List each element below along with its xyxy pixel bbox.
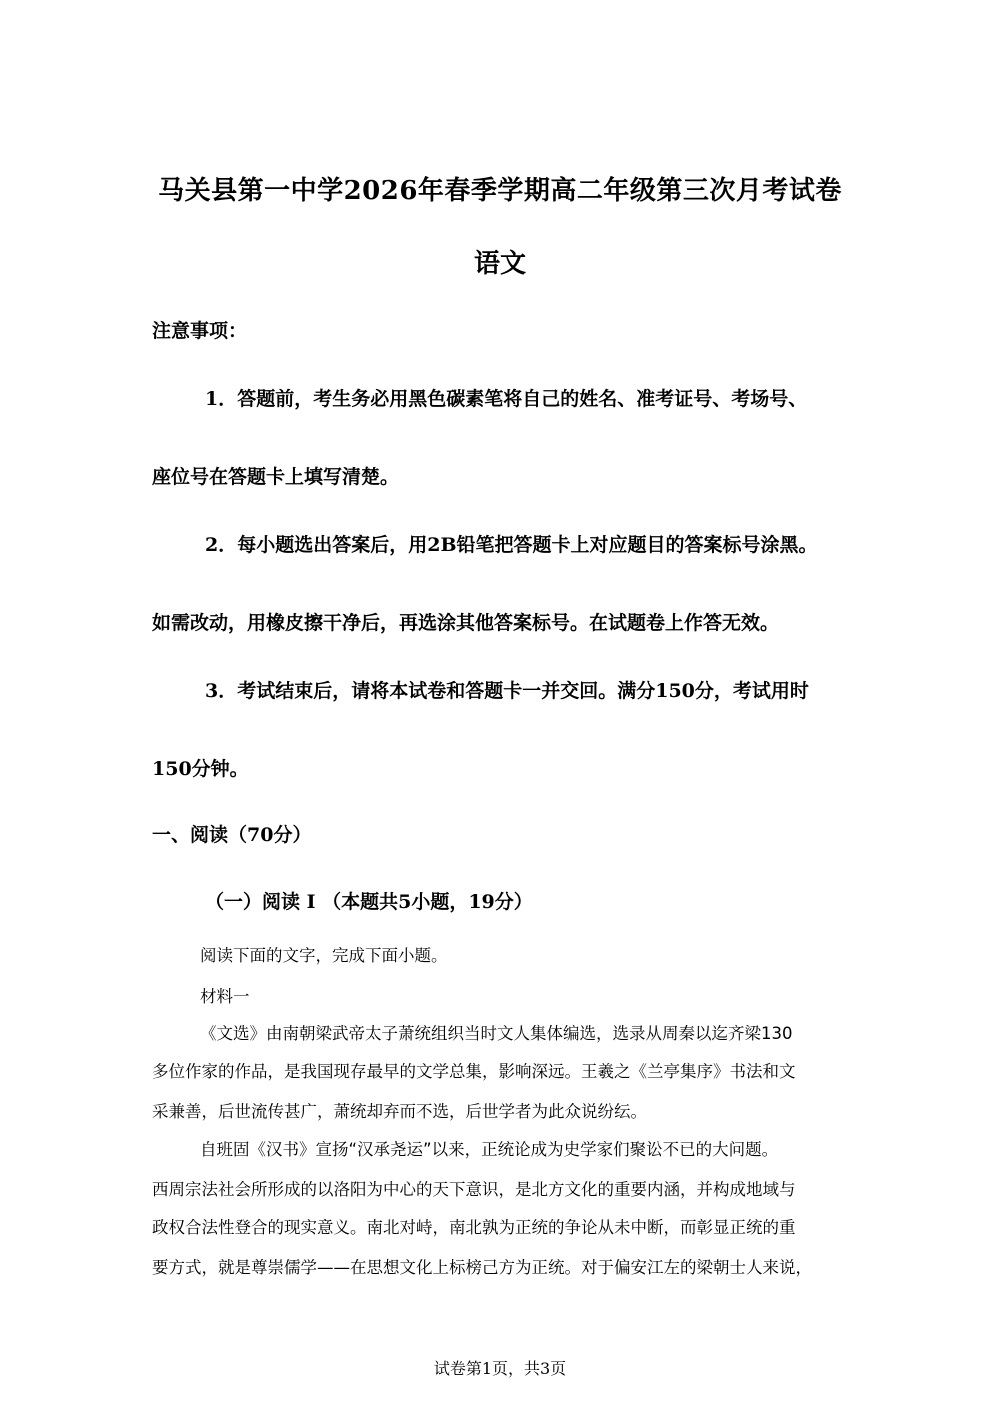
page-footer: 试卷第1页，共3页 bbox=[433, 1359, 567, 1378]
paragraph-2-line-3: 政权合法性登合的现实意义。南北对峙，南北孰为正统的争论从未中断，而彰显正统的重 bbox=[152, 1218, 796, 1237]
notice-item-1-line2: 座位号在答题卡上填写清楚。 bbox=[152, 466, 400, 488]
paragraph-1-line-1: 《文选》由南朝梁武帝太子萧统组织当时文人集体编选，选录从周秦以迄齐梁130 bbox=[200, 1024, 793, 1043]
subsection-heading: （一）阅读 I （本题共5小题，19分） bbox=[205, 891, 533, 913]
paragraph-2-line-2: 西周宗法社会所形成的以洛阳为中心的天下意识，是北方文化的重要内涵，并构成地域与 bbox=[152, 1180, 796, 1199]
notice-item-3-line2: 150分钟。 bbox=[152, 758, 249, 780]
notice-item-1-line1: 1．答题前，考生务必用黑色碳素笔将自己的姓名、准考证号、考场号、 bbox=[205, 388, 808, 410]
section-heading: 一、阅读（70分） bbox=[152, 824, 312, 846]
paragraph-1-line-2: 多位作家的作品，是我国现存最早的文学总集，影响深远。王羲之《兰亭集序》书法和文 bbox=[152, 1062, 796, 1081]
paragraph-1-line-3: 采兼善，后世流传甚广，萧统却弃而不选，后世学者为此众说纷纭。 bbox=[152, 1102, 647, 1121]
reading-instruction: 阅读下面的文字，完成下面小题。 bbox=[200, 946, 448, 965]
paragraph-2-line-4: 要方式，就是尊崇儒学——在思想文化上标榜己方为正统。对于偏安江左的梁朝士人来说， bbox=[152, 1258, 812, 1277]
notice-item-2-line1: 2．每小题选出答案后，用2B铅笔把答题卡上对应题目的答案标号涂黑。 bbox=[205, 534, 818, 556]
notice-item-3-line1: 3．考试结束后，请将本试卷和答题卡一并交回。满分150分，考试用时 bbox=[205, 680, 809, 702]
exam-title: 马关县第一中学2026年春季学期高二年级第三次月考试卷 bbox=[158, 176, 842, 206]
notice-item-2-line2: 如需改动，用橡皮擦干净后，再选涂其他答案标号。在试题卷上作答无效。 bbox=[152, 612, 780, 634]
exam-subject: 语文 bbox=[473, 249, 526, 279]
material-label: 材料一 bbox=[200, 987, 250, 1006]
paragraph-2-line-1: 自班固《汉书》宣扬“汉承尧运”以来，正统论成为史学家们聚讼不已的大问题。 bbox=[200, 1140, 779, 1159]
notice-heading: 注意事项： bbox=[152, 320, 248, 342]
